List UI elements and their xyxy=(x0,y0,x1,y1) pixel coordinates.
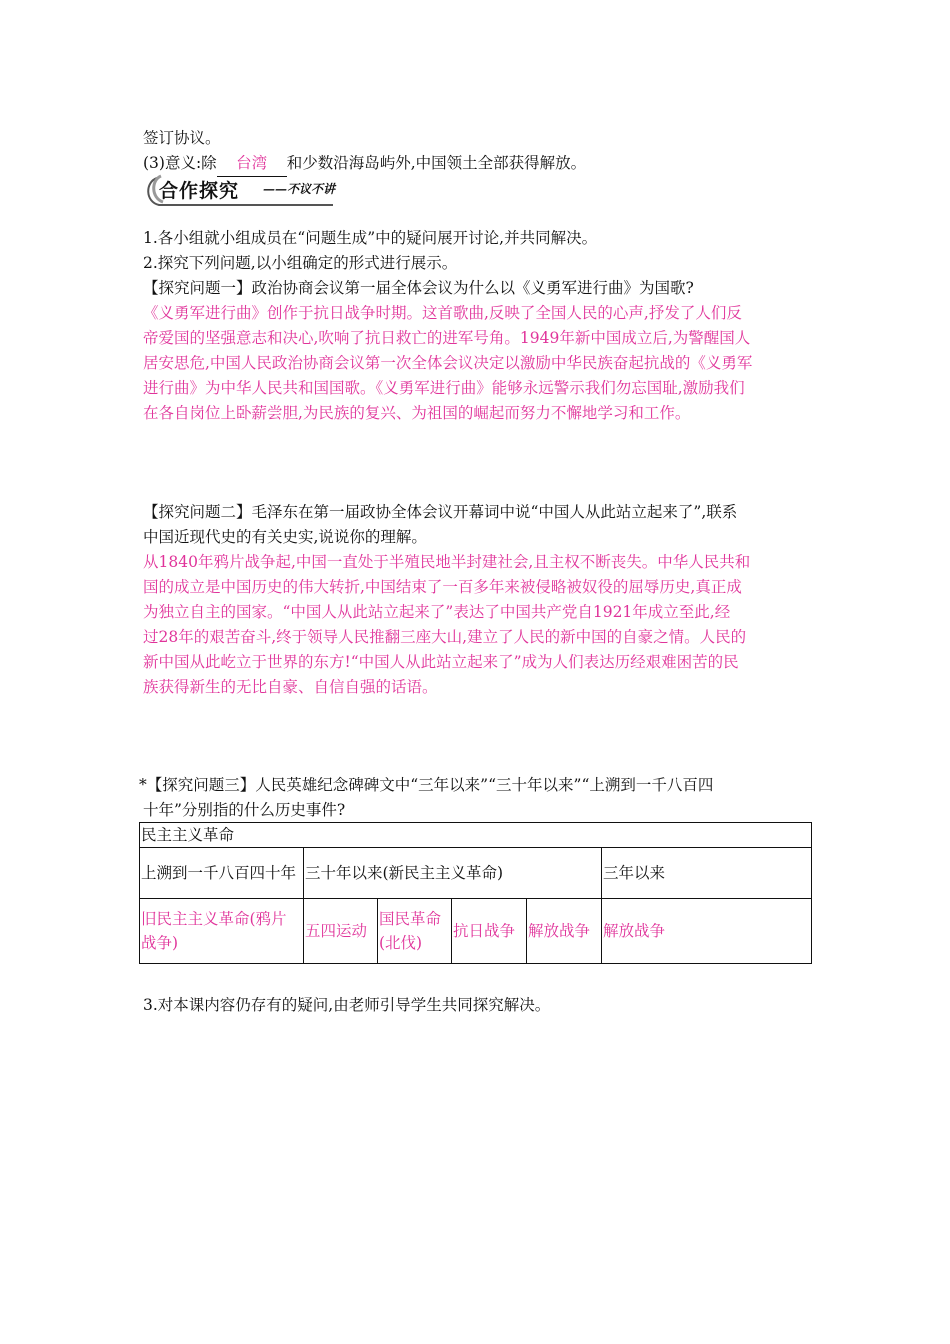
answer-2-line: 过28年的艰苦奋斗,终于领导人民推翻三座大山,建立了人民的新中国的自豪之情。人民的 xyxy=(143,628,747,646)
question-1: 【探究问题一】政治协商会议第一届全体会议为什么以《义勇军进行曲》为国歌? xyxy=(143,279,694,297)
col-head-3-years: 三年以来 xyxy=(602,848,812,899)
answer-2 xyxy=(143,550,811,700)
answer-1 xyxy=(143,301,811,426)
answer-1-line: 帝爱国的坚强意志和决心,吹响了抗日救亡的进军号角。1949年新中国成立后,为警醒国人 xyxy=(143,329,751,347)
answer-2-line: 族获得新生的无比自豪、自信自强的话语。 xyxy=(143,678,438,696)
answer-1-line: 居安思危,中国人民政治协商会议第一次全体会议决定以激励中华民族奋起抗战的《义勇军 xyxy=(143,354,753,372)
answer-2-line: 为独立自主的国家。“中国人从此站立起来了”表达了中国共产党自1921年成立至此,经 xyxy=(143,603,731,621)
continued-text: 签订协议。 xyxy=(143,129,221,147)
history-table xyxy=(139,822,812,964)
table-header: 民主主义革命 xyxy=(140,823,812,848)
question-3-line: *【探究问题三】人民英雄纪念碑碑文中“三年以来”“三十年以来”“上溯到一千八百四 xyxy=(139,776,714,794)
question-2 xyxy=(143,500,811,550)
instruction-3: 3.对本课内容仍存有的疑问,由老师引导学生共同探究解决。 xyxy=(143,996,551,1014)
question-3-line: 十年”分别指的什么历史事件? xyxy=(143,801,346,819)
section-title: 合作探究 xyxy=(159,180,240,202)
answer-2-line: 国的成立是中国历史的伟大转折,中国结束了一百多年来被侵略被奴役的屈辱历史,真正成 xyxy=(143,578,742,596)
col-head-30-years: 三十年以来(新民主主义革命) xyxy=(304,848,602,899)
answer-cell-liberation-3yr: 解放战争 xyxy=(602,899,812,964)
instruction-1: 1.各小组就小组成员在“问题生成”中的疑问展开讨论,并共同解决。 xyxy=(143,229,598,247)
answer-cell-national-revolution: 国民革命(北伐) xyxy=(378,899,452,964)
answer-2-line: 新中国从此屹立于世界的东方!“中国人从此站立起来了”成为人们表达历经艰难困苦的民 xyxy=(143,653,739,671)
question-2-line: 【探究问题二】毛泽东在第一届政协全体会议开幕词中说“中国人从此站立起来了”,联系 xyxy=(143,503,738,521)
instruction-2: 2.探究下列问题,以小组确定的形式进行展示。 xyxy=(143,254,458,272)
answer-2-line: 从1840年鸦片战争起,中国一直处于半殖民地半封建社会,且主权不断丧失。中华人民共和 xyxy=(143,553,751,571)
answer-cell-liberation: 解放战争 xyxy=(527,899,602,964)
answer-1-line: 在各自岗位上卧薪尝胆,为民族的复兴、为祖国的崛起而努力不懈地学习和工作。 xyxy=(143,404,691,422)
col-head-1840: 上溯到一千八百四十年 xyxy=(140,848,304,899)
answer-1-line: 《义勇军进行曲》创作于抗日战争时期。这首歌曲,反映了全国人民的心声,抒发了人们反 xyxy=(143,304,742,322)
answer-cell-may-fourth: 五四运动 xyxy=(304,899,378,964)
significance-prefix: (3)意义:除 xyxy=(143,154,217,172)
answer-cell-anti-japanese: 抗日战争 xyxy=(452,899,527,964)
question-2-line: 中国近现代史的有关史实,说说你的理解。 xyxy=(143,528,427,546)
section-subtitle: ——不议不讲 xyxy=(263,182,336,196)
answer-cell-old-revolution: 旧民主主义革命(鸦片战争) xyxy=(140,899,304,964)
question-3 xyxy=(139,773,807,823)
section-banner xyxy=(143,174,343,208)
significance-suffix: 和少数沿海岛屿外,中国领土全部获得解放。 xyxy=(286,154,587,172)
fill-blank-answer: 台湾 xyxy=(217,151,287,177)
answer-1-line: 进行曲》为中华人民共和国国歌。《义勇军进行曲》能够永远警示我们勿忘国耻,激励我们 xyxy=(143,379,745,397)
